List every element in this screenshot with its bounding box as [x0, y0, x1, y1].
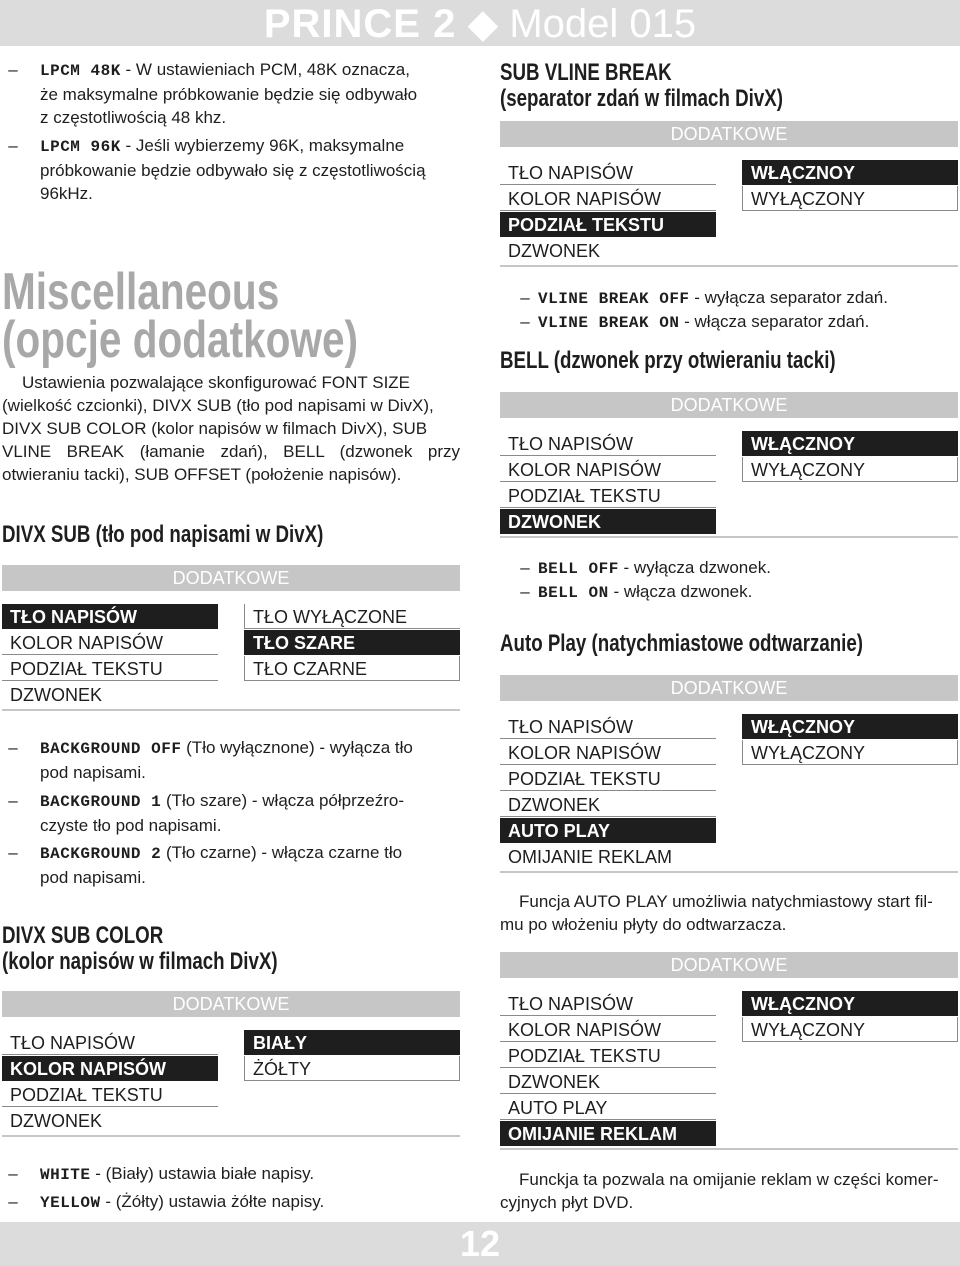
- menu-divx-color: [2, 991, 460, 1137]
- bell-off-item: – BELL OFF - wyłącza dzwonek.: [520, 558, 771, 578]
- model-name: Model 015: [509, 2, 697, 46]
- misc-title-line2: (opcje dodatkowe): [2, 311, 359, 369]
- header-title: [0, 2, 960, 46]
- divx-sub-title: DIVX SUB (tło pod napisami w DivX): [2, 521, 324, 548]
- divx-color-title-line2: (kolor napisów w filmach DivX): [2, 948, 278, 975]
- vline-title-line2: (separator zdań w filmach DivX): [500, 85, 783, 112]
- vline-title-line1: SUB VLINE BREAK: [500, 59, 672, 86]
- menu-item-dzwonek[interactable]: DZWONEK: [508, 241, 600, 261]
- menu-item-kolor-napisow[interactable]: KOLOR NAPISÓW: [500, 186, 716, 211]
- menu-item-kolor-napisow[interactable]: KOLOR NAPISÓW: [2, 630, 218, 655]
- menu-item-tlo-napisow[interactable]: TŁO NAPISÓW: [500, 714, 716, 739]
- skip-ads-description: Funckja ta pozwala na omijanie reklam w części komer- cyjnych płyt DVD.: [500, 1170, 939, 1212]
- menu-header: DODATKOWE: [2, 565, 460, 591]
- menu-item-omijanie-reklam[interactable]: OMIJANIE REKLAM: [500, 1121, 716, 1146]
- option-wylaczony[interactable]: WYŁĄCZONY: [742, 457, 958, 482]
- option-wylaczony[interactable]: WYŁĄCZONY: [742, 740, 958, 765]
- menu-skip-ads: [500, 952, 958, 1150]
- brand-name: PRINCE 2: [263, 2, 457, 46]
- option-bialy[interactable]: BIAŁY: [244, 1030, 460, 1055]
- menu-item-podzial-tekstu[interactable]: PODZIAŁ TEKSTU: [500, 483, 716, 508]
- bell-on-item: – BELL ON - włącza dzwonek.: [520, 582, 753, 602]
- menu-item-dzwonek[interactable]: DZWONEK: [500, 792, 716, 817]
- menu-item-podzial-tekstu[interactable]: PODZIAŁ TEKSTU: [500, 766, 716, 791]
- option-wylaczony[interactable]: WYŁĄCZONY: [742, 186, 958, 211]
- menu-header: DODATKOWE: [500, 675, 958, 701]
- option-wlaczony[interactable]: WŁĄCZNOY: [742, 714, 958, 739]
- menu-header: DODATKOWE: [500, 121, 958, 147]
- background-off-item: – BACKGROUND OFF (Tło wyłącznone) - wyłącza tło pod napisami.: [8, 738, 413, 782]
- option-wylaczony[interactable]: WYŁĄCZONY: [742, 1017, 958, 1042]
- menu-item-kolor-napisow[interactable]: KOLOR NAPISÓW: [500, 1017, 716, 1042]
- autoplay-description: Funcja AUTO PLAY umożliwia natychmiastowy start fil- mu po włożeniu płyty do odtwarzacza.: [500, 892, 933, 934]
- vline-on-item: – VLINE BREAK ON - włącza separator zdań.: [520, 312, 870, 332]
- menu-item-podzial-tekstu[interactable]: PODZIAŁ TEKSTU: [500, 212, 716, 237]
- menu-header: DODATKOWE: [500, 952, 958, 978]
- menu-item-podzial-tekstu[interactable]: PODZIAŁ TEKSTU: [2, 1082, 218, 1107]
- menu-header: DODATKOWE: [500, 392, 958, 418]
- menu-item-podzial-tekstu[interactable]: PODZIAŁ TEKSTU: [2, 656, 218, 681]
- yellow-item: – YELLOW - (Żółty) ustawia żółte napisy.: [8, 1192, 325, 1212]
- white-item: – WHITE - (Biały) ustawia białe napisy.: [8, 1164, 315, 1184]
- menu-item-auto-play[interactable]: AUTO PLAY: [500, 818, 716, 843]
- page-number: 12: [459, 1223, 501, 1264]
- option-tlo-wylaczone[interactable]: TŁO WYŁĄCZONE: [244, 604, 460, 629]
- menu-item-dzwonek[interactable]: DZWONEK: [10, 1111, 102, 1131]
- menu-item-kolor-napisow[interactable]: KOLOR NAPISÓW: [2, 1056, 218, 1081]
- intro-paragraph: Ustawienia pozwalające skonfigurować FONT SIZE (wielkość czcionki), DIVX SUB (tło pod napisami w DivX), DIVX SUB COLOR (kolor napisów w filmach DivX), SUB VLINE BREAK (łamanie zdań), BELL (dzwonek przy otwieraniu tacki), SUB OFFSET (położenie napisów).: [2, 373, 460, 484]
- background-2-item: – BACKGROUND 2 (Tło czarne) - włącza czarne tło pod napisami.: [8, 843, 403, 887]
- option-wlaczony[interactable]: WŁĄCZNOY: [742, 160, 958, 185]
- option-wlaczony[interactable]: WŁĄCZNOY: [742, 431, 958, 456]
- divx-color-title-line1: DIVX SUB COLOR: [2, 922, 164, 949]
- menu-item-dzwonek[interactable]: DZWONEK: [500, 1069, 716, 1094]
- menu-item-tlo-napisow[interactable]: TŁO NAPISÓW: [2, 1030, 218, 1055]
- menu-item-tlo-napisow[interactable]: TŁO NAPISÓW: [500, 431, 716, 456]
- menu-vline-break: [500, 121, 958, 267]
- menu-divx-sub: [2, 565, 460, 711]
- background-1-item: – BACKGROUND 1 (Tło szare) - włącza półprzeźro- czyste tło pod napisami.: [8, 791, 404, 835]
- menu-header: DODATKOWE: [2, 991, 460, 1017]
- bell-title: BELL (dzwonek przy otwieraniu tacki): [500, 347, 836, 374]
- menu-item-dzwonek[interactable]: DZWONEK: [10, 685, 102, 705]
- option-wlaczony[interactable]: WŁĄCZNOY: [742, 991, 958, 1016]
- lpcm48-item: – LPCM 48K - W ustawieniach PCM, 48K oznacza, że maksymalne próbkowanie będzie się odbywało z częstotliwością 48 khz.: [8, 60, 418, 127]
- misc-title-line1: Miscellaneous: [2, 263, 280, 321]
- lpcm96-item: – LPCM 96K - Jeśli wybierzemy 96K, maksymalne próbkowanie będzie odbywało się z częstotliwością 96kHz.: [8, 136, 426, 203]
- menu-item-kolor-napisow[interactable]: KOLOR NAPISÓW: [500, 740, 716, 765]
- option-tlo-szare[interactable]: TŁO SZARE: [244, 630, 460, 655]
- diamond-icon: ◆: [467, 2, 499, 46]
- option-zolty[interactable]: ŻÓŁTY: [244, 1056, 460, 1081]
- menu-item-kolor-napisow[interactable]: KOLOR NAPISÓW: [500, 457, 716, 482]
- menu-item-podzial-tekstu[interactable]: PODZIAŁ TEKSTU: [500, 1043, 716, 1068]
- menu-item-auto-play[interactable]: AUTO PLAY: [500, 1095, 716, 1120]
- menu-item-omijanie-reklam[interactable]: OMIJANIE REKLAM: [508, 847, 673, 867]
- menu-item-tlo-napisow[interactable]: TŁO NAPISÓW: [500, 991, 716, 1016]
- autoplay-title: Auto Play (natychmiastowe odtwarzanie): [500, 630, 864, 657]
- menu-bell: [500, 392, 958, 538]
- vline-off-item: – VLINE BREAK OFF - wyłącza separator zdań.: [520, 288, 888, 308]
- menu-item-tlo-napisow[interactable]: TŁO NAPISÓW: [2, 604, 218, 629]
- menu-autoplay: [500, 675, 958, 873]
- menu-item-dzwonek[interactable]: DZWONEK: [500, 509, 716, 534]
- menu-item-tlo-napisow[interactable]: TŁO NAPISÓW: [500, 160, 716, 185]
- option-tlo-czarne[interactable]: TŁO CZARNE: [244, 656, 460, 681]
- page-footer: [0, 1222, 960, 1266]
